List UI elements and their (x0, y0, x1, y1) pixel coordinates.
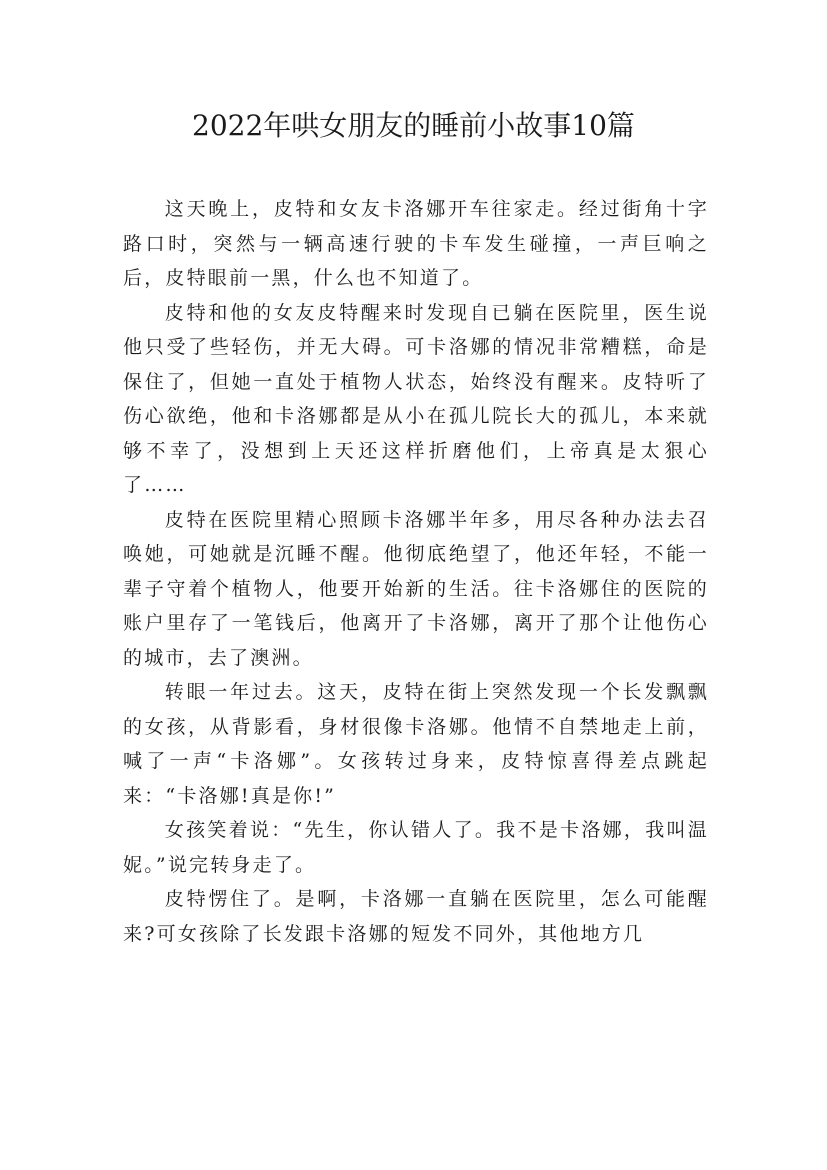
paragraph: 皮特愣住了。是啊，卡洛娜一直躺在医院里，怎么可能醒来?可女孩除了长发跟卡洛娜的短发不同外，其他地方几 (123, 888, 709, 945)
paragraph: 女孩笑着说：“先生，你认错人了。我不是卡洛娜，我叫温妮。”说完转身走了。 (123, 819, 709, 876)
paragraph: 转眼一年过去。这天，皮特在街上突然发现一个长发飘飘的女孩，从背影看，身材很像卡洛娜。他情不自禁地走上前，喊了一声“卡洛娜”。女孩转过身来，皮特惊喜得差点跳起来：“卡洛娜!真是你!” (123, 681, 709, 807)
paragraph: 皮特和他的女友皮特醒来时发现自已躺在医院里，医生说他只受了些轻伤，并无大碍。可卡洛娜的情况非常糟糕，命是保住了，但她一直处于植物人状态，始终没有醒来。皮特听了伤心欲绝，他和卡洛娜都是从小在孤儿院长大的孤儿，本来就够不幸了，没想到上天还这样折磨他们，上帝真是太狠心了…… (123, 301, 709, 496)
document-body (123, 192, 709, 951)
paragraph: 这天晚上，皮特和女友卡洛娜开车往家走。经过街角十字路口时，突然与一辆高速行驶的卡车发生碰撞，一声巨响之后，皮特眼前一黑，什么也不知道了。 (123, 198, 709, 289)
paragraph: 皮特在医院里精心照顾卡洛娜半年多，用尽各种办法去召唤她，可她就是沉睡不醒。他彻底绝望了，他还年轻，不能一辈子守着个植物人，他要开始新的生活。往卡洛娜住的医院的账户里存了一笔钱后，他离开了卡洛娜，离开了那个让他伤心的城市，去了澳洲。 (123, 508, 709, 669)
document-title: 2022年哄女朋友的睡前小故事10篇 (192, 109, 635, 142)
